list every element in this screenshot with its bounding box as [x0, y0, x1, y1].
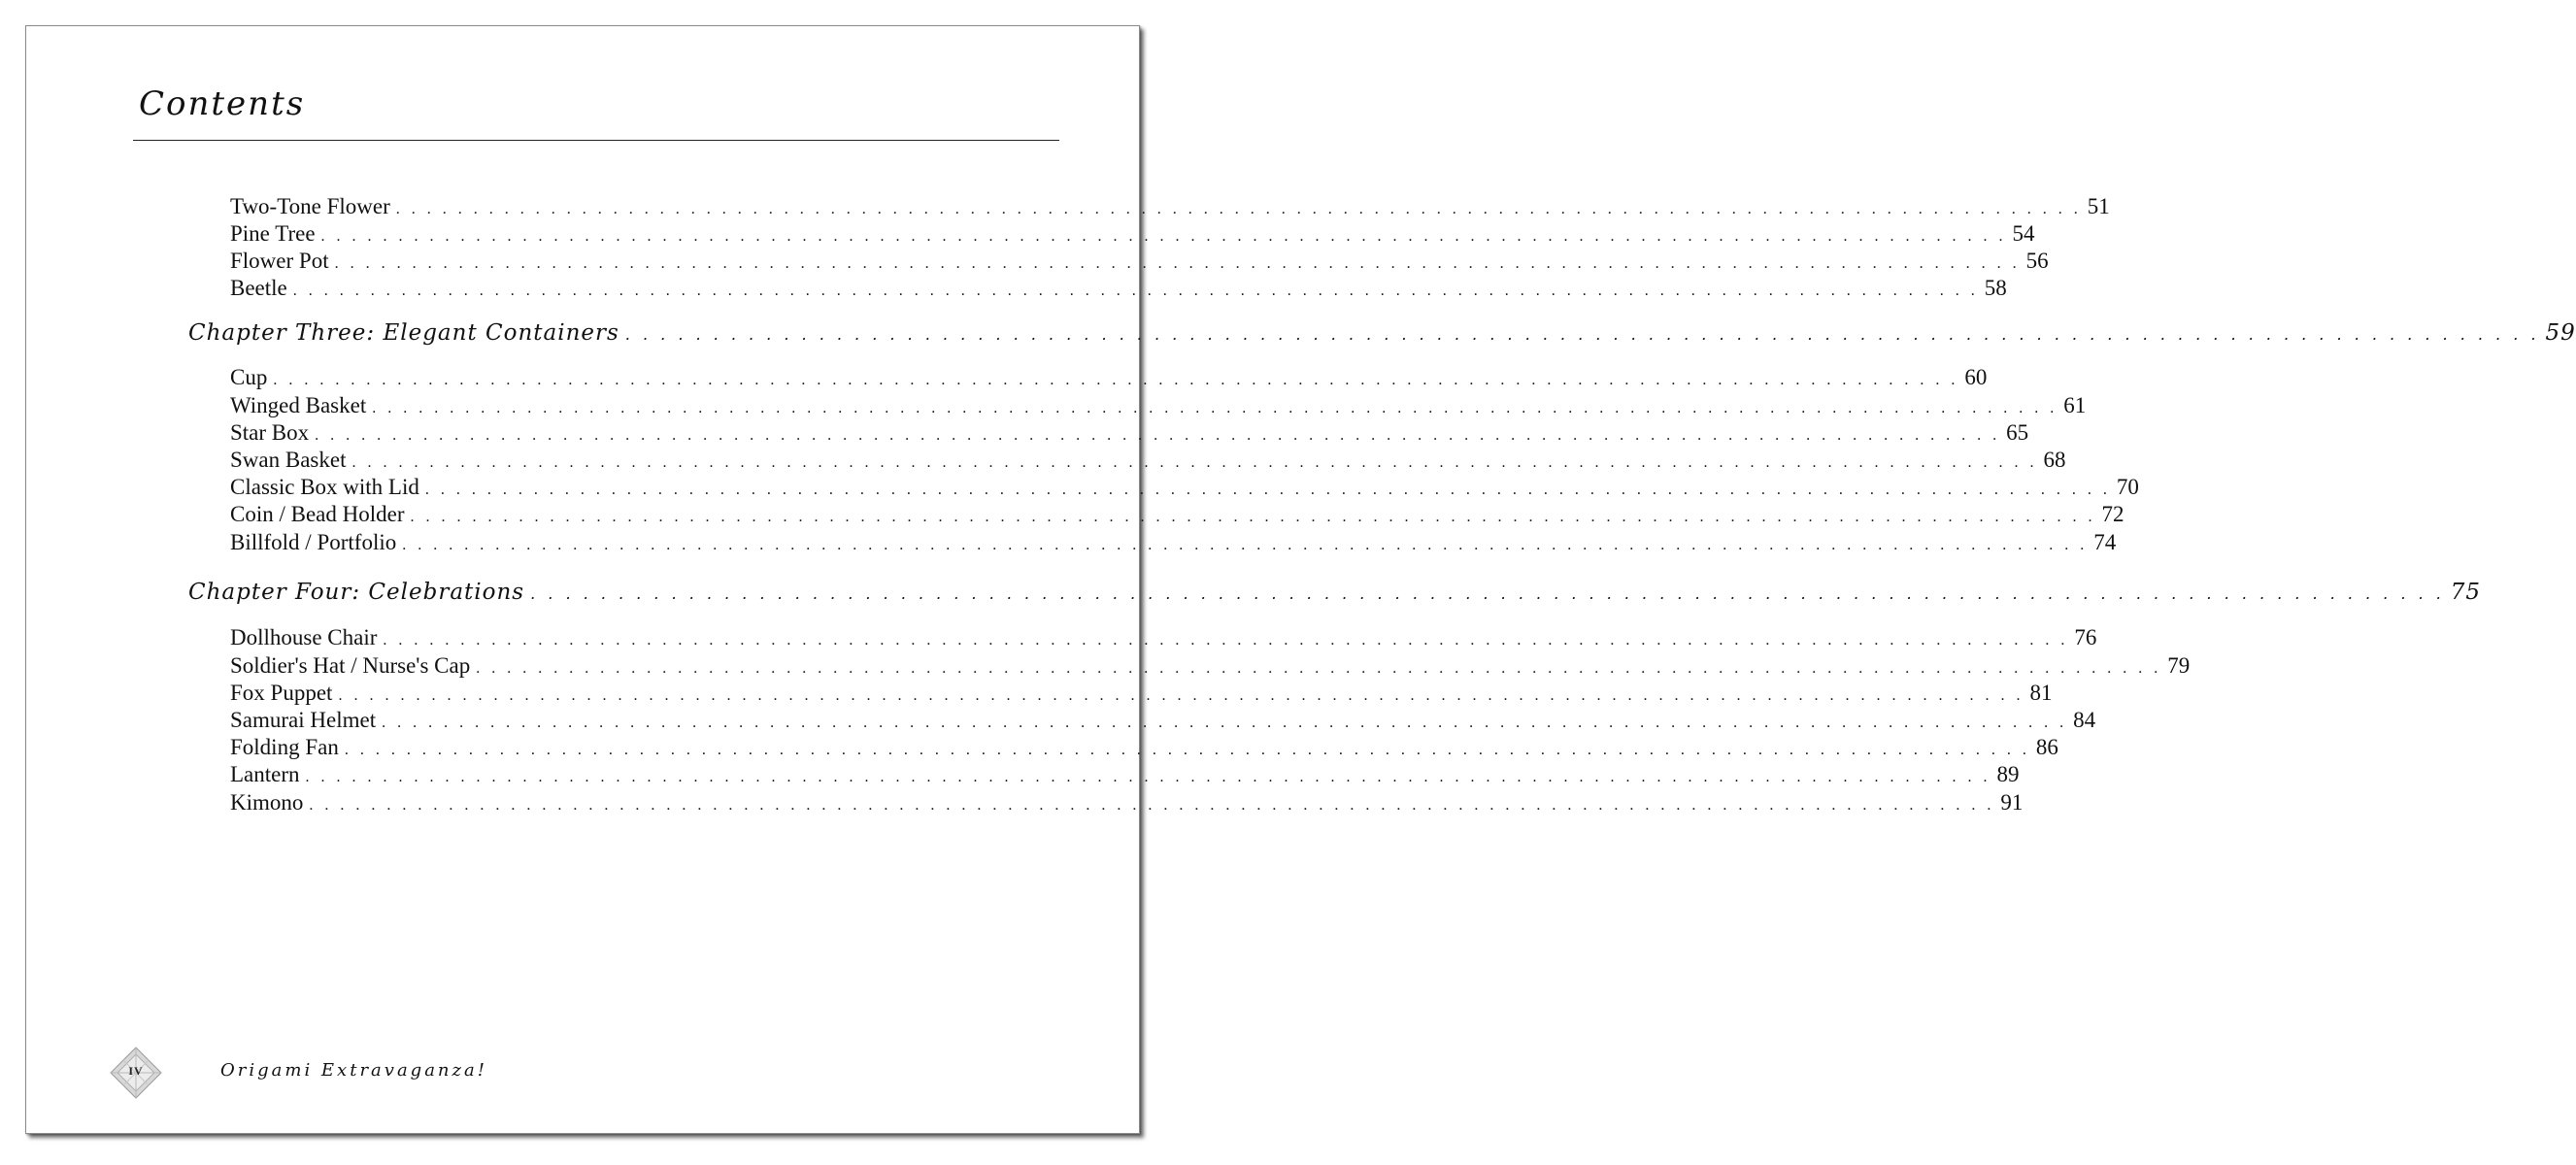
dot-leader: . . . . . . . . . . . . . . . . . . . . . . . . . . . . . . . . . . . . . . . . . . . . . . . . . . . . . . . . . . . . . . . . . . . . . . . . . . . . . . . . . . . . . . . . . . . . . . . . . . . . . . . . . . . . . — [351, 454, 2038, 471]
entry-title: Star Box — [230, 420, 310, 445]
toc-entry — [230, 708, 2096, 735]
page-number-ref: 56 — [2025, 249, 2049, 273]
toc-entry — [230, 393, 2087, 420]
page-number-ref: 51 — [2087, 194, 2110, 218]
toc-entry — [230, 625, 2097, 652]
running-footer-title: Origami Extravaganza! — [220, 1060, 487, 1081]
dot-leader: . . . . . . . . . . . . . . . . . . . . . . . . . . . . . . . . . . . . . . . . . . . . . . . . . . . . . . . . . . . . . . . . . . . . . . . . . . . . . . . . . . . . . . . . . . . . . . . . . . . . . . . . . . . . . — [320, 228, 2007, 245]
entry-title: Folding Fan — [230, 735, 339, 759]
entry-title: Samurai Helmet — [230, 708, 377, 732]
toc-entry — [230, 249, 2049, 276]
toc-entry — [230, 448, 2066, 475]
chapter-title: Chapter Four: Celebrations — [188, 580, 525, 605]
toc-entry — [230, 762, 2020, 789]
page-number-ref: 54 — [2012, 221, 2035, 246]
dot-leader: . . . . . . . . . . . . . . . . . . . . . . . . . . . . . . . . . . . . . . . . . . . . . . . . . . . . . . . . . . . . . . . . . . . . . . . . . . . . . . . . . . . . . . . . . . . . . . . . . . . . . . . . . . . . . — [395, 201, 2082, 217]
entry-title: Classic Box with Lid — [230, 475, 419, 499]
dot-leader: . . . . . . . . . . . . . . . . . . . . . . . . . . . . . . . . . . . . . . . . . . . . . . . . . . . . . . . . . . . . . . . . . . . . . . . . . . . . . . . . . . . . . . . . . . . . . . . . . . . . . . . . . . . . . — [315, 427, 2001, 444]
dot-leader: . . . . . . . . . . . . . . . . . . . . . . . . . . . . . . . . . . . . . . . . . . . . . . . . . . . . . . . . . . . . . . . . . . . . . . . . . . . . . . . . . . . . . . . . . . . . . . . . . . . . . . . . . . . . . — [309, 797, 1995, 814]
page-number-ref: 58 — [1984, 276, 2007, 300]
dot-leader: . . . . . . . . . . . . . . . . . . . . . . . . . . . . . . . . . . . . . . . . . . . . . . . . . . . . . . . . . . . . . . . . . . . . . . . . . . . . . . . . . . . . . . . . . . . . . . . . . . . . . . . . . . . . . — [372, 400, 2058, 416]
page-number: IV — [128, 1064, 144, 1078]
entry-title: Pine Tree — [230, 221, 316, 246]
dot-leader: . . . . . . . . . . . . . . . . . . . . . . . . . . . . . . . . . . . . . . . . . . . . . . . . . . . . . . . . . . . . . . . . . . . . . . . . . . . . . . . . . . . . . . . . . . . . . . . . . . . . . . . . . . . . . — [383, 632, 2069, 649]
dot-leader: . . . . . . . . . . . . . . . . . . . . . . . . . . . . . . . . . . . . . . . . . . . . . . . . . . . . . . . . . . . . . . . . . . . . . . . . . . . . . . . . . . . . . . . . . . . . . . . . . . . . . . . . . . . . . — [334, 255, 2021, 272]
dot-leader: . . . . . . . . . . . . . . . . . . . . . . . . . . . . . . . . . . . . . . . . . . . . . . . . . . . . . . . . . . . . . . . . . . . . . . . . . . . . . . . . . . . . . . . . . . . . . . . . . . . . . . . . . . . . . — [292, 283, 1979, 299]
entry-title: Coin / Bead Holder — [230, 502, 405, 526]
toc-entry — [230, 475, 2139, 502]
book-page — [25, 25, 2576, 1134]
entry-title: Billfold / Portfolio — [230, 530, 397, 554]
toc-entry — [230, 276, 2007, 303]
toc-entry — [230, 420, 2029, 448]
dot-leader: . . . . . . . . . . . . . . . . . . . . . . . . . . . . . . . . . . . . . . . . . . . . . . . . . . . . . . . . . . . . . . . . . . . . . . . . . . . . . . . . . . . . . . . . . . . . . . . . . . . . . . . . . . . . . — [338, 687, 2024, 704]
page-number-ref: 61 — [2063, 393, 2087, 417]
page-number-ref: 76 — [2074, 625, 2097, 649]
dot-leader: . . . . . . . . . . . . . . . . . . . . . . . . . . . . . . . . . . . . . . . . . . . . . . . . . . . . . . . . . . . . . . . . . . . . . . . . . . . . . . . . . . . . . . . . . . . . . . . . . . . . . . . . . . . . . — [402, 537, 2089, 553]
entry-title: Dollhouse Chair — [230, 625, 378, 649]
page-number-ref: 68 — [2043, 448, 2066, 472]
entry-title: Kimono — [230, 790, 304, 815]
entry-title: Fox Puppet — [230, 681, 333, 705]
page-number-ref: 89 — [1996, 762, 2020, 786]
toc-entry — [230, 194, 2110, 221]
entry-title: Swan Basket — [230, 448, 347, 472]
page-number-ref: 72 — [2101, 502, 2124, 526]
dot-leader: . . . . . . . . . . . . . . . . . . . . . . . . . . . . . . . . . . . . . . . . . . . . . . . . . . . . . . . . . . . . . . . . . . . . . . . . . . . . . . . . . . . . . . . . . . . . . . . . . . . . . . . . . . . . . — [624, 325, 2540, 344]
page-number-ref: 60 — [1964, 365, 1988, 389]
page-number-ref: 84 — [2073, 708, 2096, 732]
page-number-ref: 79 — [2167, 653, 2191, 678]
dot-leader: . . . . . . . . . . . . . . . . . . . . . . . . . . . . . . . . . . . . . . . . . . . . . . . . . . . . . . . . . . . . . . . . . . . . . . . . . . . . . . . . . . . . . . . . . . . . . . . . . . . . . . . . . . . . . — [305, 769, 1991, 785]
dot-leader: . . . . . . . . . . . . . . . . . . . . . . . . . . . . . . . . . . . . . . . . . . . . . . . . . . . . . . . . . . . . . . . . . . . . . . . . . . . . . . . . . . . . . . . . . . . . . . . . . . . . . . . . . . . . . — [410, 509, 2096, 525]
dot-leader: . . . . . . . . . . . . . . . . . . . . . . . . . . . . . . . . . . . . . . . . . . . . . . . . . . . . . . . . . . . . . . . . . . . . . . . . . . . . . . . . . . . . . . . . . . . . . . . . . . . . . . . . . . . . . — [530, 584, 2445, 603]
dot-leader: . . . . . . . . . . . . . . . . . . . . . . . . . . . . . . . . . . . . . . . . . . . . . . . . . . . . . . . . . . . . . . . . . . . . . . . . . . . . . . . . . . . . . . . . . . . . . . . . . . . . . . . . . . . . . — [382, 715, 2068, 731]
toc-entry — [230, 681, 2053, 708]
entry-title: Two-Tone Flower — [230, 194, 390, 218]
page-number-ref: 75 — [2450, 580, 2482, 605]
page-title: Contents — [139, 84, 306, 123]
toc-entry — [230, 221, 2035, 249]
entry-title: Winged Basket — [230, 393, 367, 417]
title-divider — [133, 140, 1059, 141]
page-number-ref: 59 — [2545, 320, 2576, 346]
entry-title: Lantern — [230, 762, 300, 786]
toc-chapter-heading — [188, 320, 2576, 355]
toc-entry — [230, 530, 2117, 557]
dot-leader: . . . . . . . . . . . . . . . . . . . . . . . . . . . . . . . . . . . . . . . . . . . . . . . . . . . . . . . . . . . . . . . . . . . . . . . . . . . . . . . . . . . . . . . . . . . . . . . . . . . . . . . . . . . . . — [273, 372, 1959, 388]
dot-leader: . . . . . . . . . . . . . . . . . . . . . . . . . . . . . . . . . . . . . . . . . . . . . . . . . . . . . . . . . . . . . . . . . . . . . . . . . . . . . . . . . . . . . . . . . . . . . . . . . . . . . . . . . . . . . — [476, 660, 2162, 677]
page-number-ref: 91 — [2000, 790, 2024, 815]
toc-chapter-heading — [188, 580, 2482, 615]
page-number-ref: 70 — [2116, 475, 2139, 499]
entry-title: Beetle — [230, 276, 287, 300]
toc-entry — [230, 653, 2191, 681]
toc-entry — [230, 365, 1988, 392]
page-number-ref: 81 — [2029, 681, 2053, 705]
page-number-ref: 65 — [2006, 420, 2029, 445]
entry-title: Flower Pot — [230, 249, 329, 273]
entry-title: Cup — [230, 365, 268, 389]
page-number-ref: 86 — [2035, 735, 2058, 759]
dot-leader: . . . . . . . . . . . . . . . . . . . . . . . . . . . . . . . . . . . . . . . . . . . . . . . . . . . . . . . . . . . . . . . . . . . . . . . . . . . . . . . . . . . . . . . . . . . . . . . . . . . . . . . . . . . . . — [424, 482, 2111, 498]
page-number-ref: 74 — [2093, 530, 2117, 554]
toc-entry — [230, 502, 2124, 529]
entry-title: Soldier's Hat / Nurse's Cap — [230, 653, 471, 678]
toc-entry — [230, 790, 2024, 817]
toc-entry — [230, 735, 2058, 762]
dot-leader: . . . . . . . . . . . . . . . . . . . . . . . . . . . . . . . . . . . . . . . . . . . . . . . . . . . . . . . . . . . . . . . . . . . . . . . . . . . . . . . . . . . . . . . . . . . . . . . . . . . . . . . . . . . . . — [344, 742, 2030, 758]
chapter-title: Chapter Three: Elegant Containers — [188, 320, 619, 346]
